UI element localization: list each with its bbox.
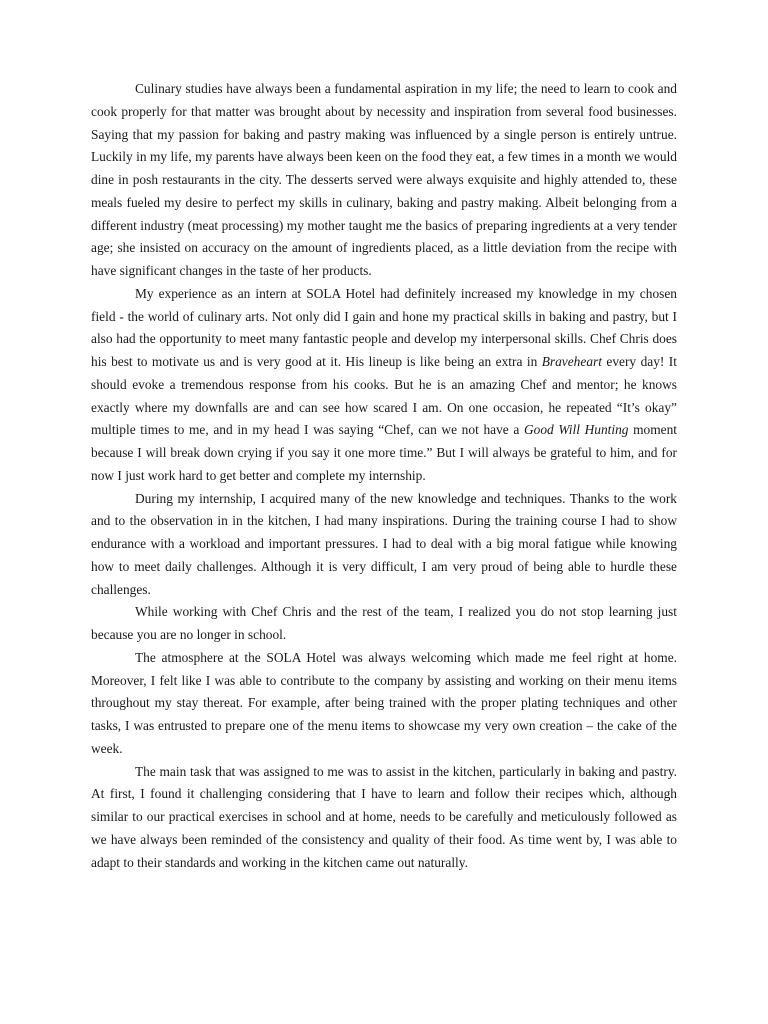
paragraph-learning: While working with Chef Chris and the rest of the team, I realized you do not stop learning just because you are no longer in school. <box>91 604 677 642</box>
film-title-good-will-hunting: Good Will Hunting <box>523 422 629 438</box>
paragraph-main-task: The main task that was assigned to me was to assist in the kitchen, particularly in baking and pastry. At first, I found it challenging considering that I have to learn and follow their recipes which, although similar to our practical exercises in school and at home, needs to be carefully and meticulously followed as we have always been reminded of the consistency and quality of their food. As time went by, I was able to adapt to their standards and working in the kitchen came out naturally. <box>91 763 677 870</box>
paragraph-text: moment because I will break down crying if you say it one more time.” But I will always be grateful to him, and for now I just work hard to get better and complete my internship. <box>91 422 677 483</box>
paragraph-atmosphere: The atmosphere at the SOLA Hotel was always welcoming which made me feel right at home. Moreover, I felt like I was able to contribute to the company by assisting and working on their menu items throughout my stay thereat. For example, after being trained with the proper plating techniques and other tasks, I was entrusted to prepare one of the menu items to showcase my very own creation – the cake of the week. <box>91 649 677 756</box>
paragraph-knowledge-techniques: During my internship, I acquired many of the new knowledge and techniques. Thanks to the work and to the observation in in the kitchen, I had many inspirations. During the training course I had to show endurance with a workload and important pressures. I had to deal with a big moral fatigue while knowing how to meet daily challenges. Although it is very difficult, I am very proud of being able to hurdle these challenges. <box>91 490 677 597</box>
paragraph-text: My experience as an intern at SOLA Hotel had definitely increased my knowledge in my chosen field - the world of culinary arts. Not only did I gain and hone my practical skills in baking and pastry, but I also had the opportunity to meet many fantastic people and develop my interpersonal skills. Chef Chris does his best to motivate us and is very good at it. His lineup is like being an extra in <box>91 285 677 369</box>
document-page <box>91 78 677 874</box>
paragraph-text: every day! It should evoke a tremendous response from his cooks. But he is an amazing Chef and mentor; he knows exactly where my downfalls are and can see how scared I am. On one occasion, he repeated “It’s okay” multiple times to me, and in my head I was saying “Chef, can we not have a <box>91 354 677 438</box>
paragraph-culinary-aspiration: Culinary studies have always been a fundamental aspiration in my life; the need to learn to cook and cook properly for that matter was brought about by necessity and inspiration from several food businesses. Saying that my passion for baking and pastry making was influenced by a single person is entirely untrue. Luckily in my life, my parents have always been keen on the food they eat, a few times in a month we would dine in posh restaurants in the city. The desserts served were always exquisite and highly attended to, these meals fueled my desire to perfect my skills in culinary, baking and pastry making. Albeit belonging from a different industry (meat processing) my mother taught me the basics of preparing ingredients at a very tender age; she insisted on accuracy on the amount of ingredients placed, as a little deviation from the recipe with have significant changes in the taste of her products. <box>91 81 677 278</box>
paragraph-sola-internship-experience <box>91 283 677 488</box>
film-title-braveheart: Braveheart <box>541 354 602 369</box>
